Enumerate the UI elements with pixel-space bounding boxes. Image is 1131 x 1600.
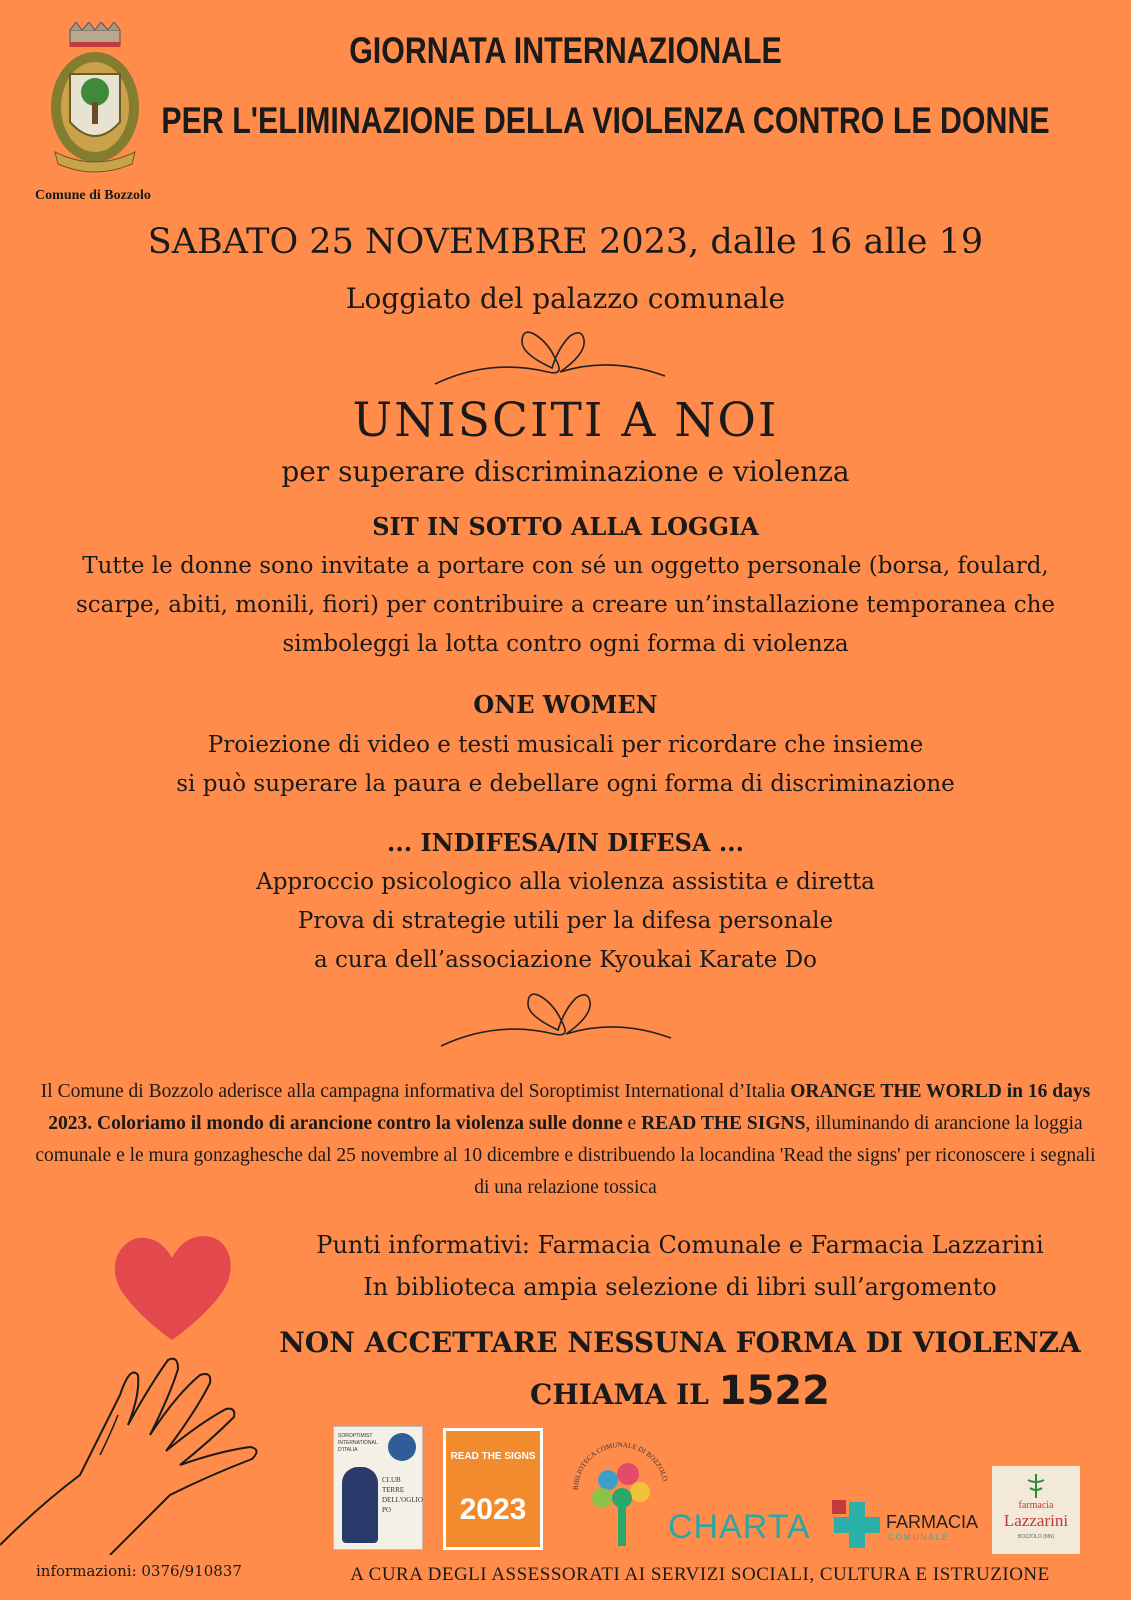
section-text-one-women: [0, 726, 1131, 804]
hand-line-art-icon: [0, 1355, 270, 1555]
figure-icon: [342, 1467, 378, 1543]
campaign-text: , illuminando di arancione la loggia comunale e le mura gonzaghesche dal 25 novembre al 10 dicembre e distribuendo la locandina 'Read the signs' per riconoscere i segnali di una relazione tossica: [35, 1113, 1096, 1198]
title-line1: GIORNATA INTERNAZIONALE: [349, 30, 782, 71]
subheadline: per superare discriminazione e violenza: [281, 455, 850, 488]
campaign-bold: ORANGE THE WORLD in 16 days 2023. Coloriamo il mondo di arancione contro la violenza sulle donne: [48, 1081, 1091, 1134]
pharmacy-cross-icon: [832, 1500, 882, 1550]
text-line: a cura dell’associazione Kyoukai Karate Do: [313, 947, 817, 973]
footer-credit: A CURA DEGLI ASSESSORATI AI SERVIZI SOCIALI, CULTURA E ISTRUZIONE: [350, 1564, 1050, 1585]
logo-text: DELL'OGLIO PO: [382, 1496, 423, 1514]
text-line: scarpe, abiti, monili, fiori) per contribuire a creare un’installazione temporanea che: [75, 592, 1056, 618]
section-text-indifesa: [0, 863, 1131, 980]
soroptimist-logo: [333, 1426, 423, 1550]
logo-text: farmacia: [1018, 1500, 1054, 1511]
library-logo: [568, 1440, 674, 1550]
caduceus-icon: [1022, 1474, 1050, 1498]
farmacia-comunale-logo: [832, 1500, 979, 1550]
logo-text: READ THE SIGNS: [450, 1451, 536, 1462]
call-prefix: CHIAMA IL: [530, 1378, 709, 1411]
event-place: Loggiato del palazzo comunale: [345, 282, 786, 315]
logo-text: BIBLIOTECA COMUNALE DI BOZZOLO: [571, 1440, 670, 1491]
logo-text: FARMACIA: [886, 1512, 979, 1532]
logo-text: COMUNALE: [888, 1533, 950, 1542]
info-line: In biblioteca ampia selezione di libri sull’argomento: [363, 1273, 997, 1301]
text-line: si può superare la paura e debellare ogni forma di discriminazione: [176, 771, 955, 797]
text-line: Tutte le donne sono invitate a portare con sé un oggetto personale (borsa, foulard,: [82, 553, 1049, 579]
municipality-caption: Comune di Bozzolo: [35, 188, 151, 203]
read-the-signs-logo: [443, 1428, 543, 1550]
section-title-one-women: ONE WOMEN: [473, 690, 658, 719]
section-text-sit-in: [0, 547, 1131, 664]
svg-text:BIBLIOTECA COMUNALE DI BOZZOLO: [572, 1441, 669, 1490]
info-points: [265, 1224, 1095, 1308]
logo-text: CLUB TERRE: [382, 1476, 405, 1494]
section-title-indifesa: ... INDIFESA/IN DIFESA ...: [387, 828, 744, 857]
title-line2: PER L'ELIMINAZIONE DELLA VIOLENZA CONTRO LE DONNE: [161, 100, 1050, 141]
slogan: NON ACCETTARE NESSUNA FORMA DI VIOLENZA: [279, 1326, 1081, 1359]
call-number: 1522: [718, 1368, 830, 1414]
text-line: Proiezione di video e testi musicali per ricordare che insieme: [207, 732, 924, 758]
section-title-sit-in: SIT IN SOTTO ALLA LOGGIA: [372, 512, 759, 541]
event-date: SABATO 25 NOVEMBRE 2023, dalle 16 alle 19: [147, 222, 984, 262]
headline: UNISCITI A NOI: [352, 393, 779, 448]
campaign-bold: READ THE SIGNS: [641, 1113, 806, 1134]
heart-divider-icon: [430, 328, 690, 390]
soroptimist-emblem-icon: [388, 1433, 416, 1461]
logo-text: 2023: [459, 1493, 527, 1526]
campaign-text: e: [622, 1113, 642, 1134]
logo-text: SOROPTIMIST: [338, 1433, 373, 1439]
logo-text: D'ITALIA: [338, 1447, 358, 1453]
call-line: [265, 1368, 1095, 1414]
logo-text: INTERNATIONAL: [338, 1440, 378, 1446]
text-line: simboleggi la lotta contro ogni forma di violenza: [282, 631, 849, 657]
logo-text: Lazzarini: [1003, 1511, 1069, 1530]
info-line: Punti informativi: Farmacia Comunale e Farmacia Lazzarini: [316, 1231, 1044, 1259]
heart-divider-icon: [436, 990, 696, 1052]
logo-text: BOZZOLO (MN): [1017, 1534, 1055, 1540]
campaign-paragraph: [28, 1076, 1103, 1204]
campaign-text: Il Comune di Bozzolo aderisce alla campagna informativa del Soroptimist International d’Italia: [40, 1081, 791, 1102]
charta-logo: CHARTA: [668, 1508, 811, 1546]
text-line: Prova di strategie utili per la difesa personale: [297, 908, 834, 934]
text-line: Approccio psicologico alla violenza assistita e diretta: [256, 869, 875, 895]
contact-info: informazioni: 0376/910837: [36, 1562, 242, 1580]
farmacia-lazzarini-logo: [992, 1466, 1080, 1554]
red-heart-icon: [110, 1232, 235, 1342]
